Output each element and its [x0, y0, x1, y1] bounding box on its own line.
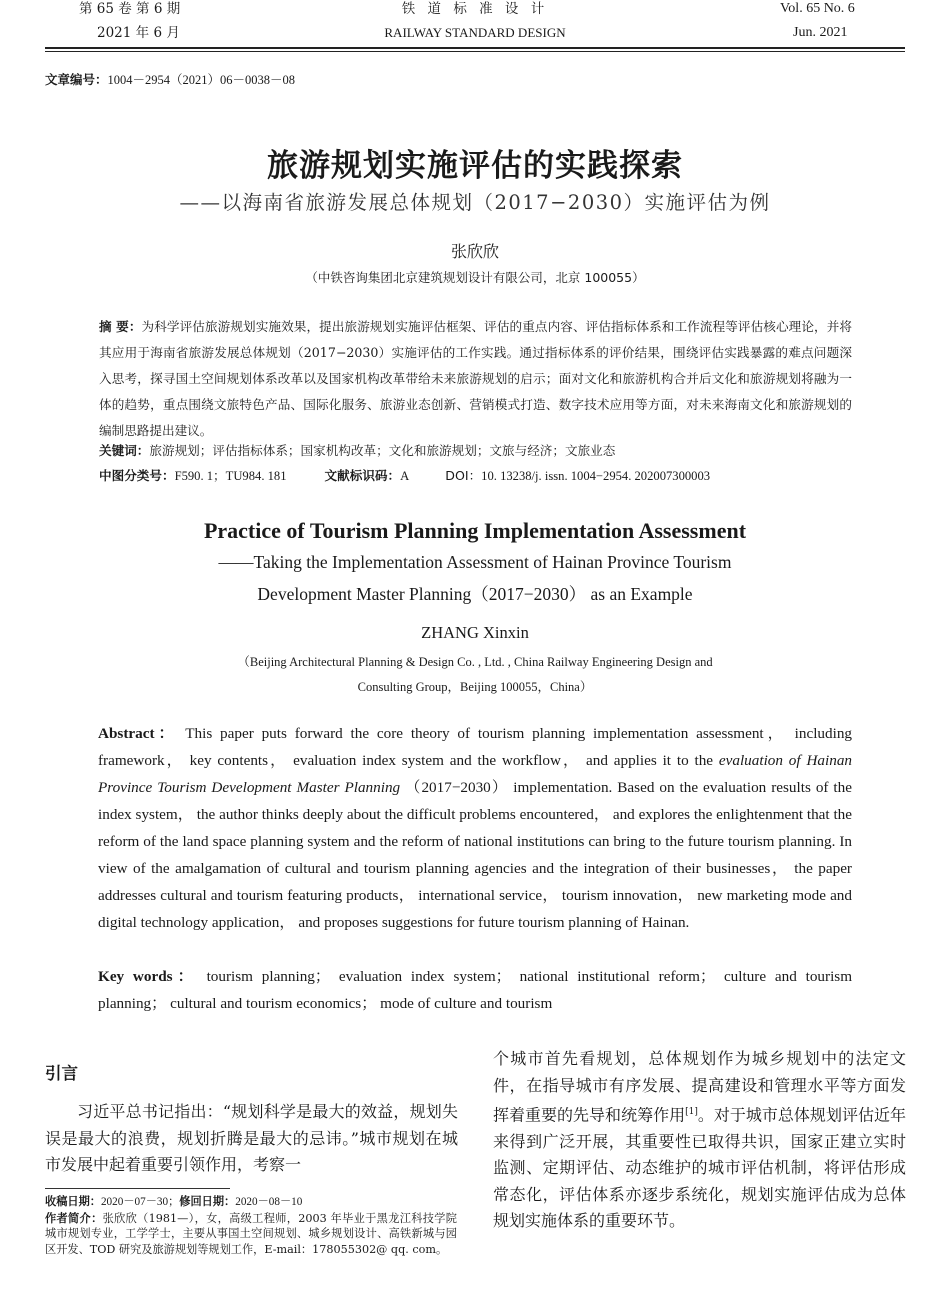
header-rule-top — [45, 47, 905, 49]
header-volume-en: Vol. 65 No. 6 — [780, 1, 855, 16]
keywords-en-text: tourism planning； evaluation index system； national institutional reform； culture and tourism planning； cultural and tourism economics； mode of culture and tourism — [98, 968, 853, 1012]
abstract-en — [98, 720, 852, 936]
clc-value: F590. 1；TU984. 181 — [174, 469, 287, 483]
doc-code-label: 文献标识码： — [324, 468, 401, 483]
revised-label: 修回日期： — [179, 1195, 236, 1208]
body-paragraph-right — [493, 1046, 906, 1235]
bio-label: 作者简介： — [45, 1211, 103, 1225]
affiliation-cn: （中铁咨询集团北京建筑规划设计有限公司，北京 100055） — [305, 270, 645, 285]
abstract-cn — [99, 314, 852, 444]
subtitle-en-line1: ——Taking the Implementation Assessment of Hainan Province Tourism — [218, 552, 732, 572]
doi-value: 10. 13238/j. issn. 1004−2954. 202007300003 — [481, 469, 711, 483]
revised-value: 2020－08－10 — [235, 1196, 303, 1208]
header-date-en: Jun. 2021 — [793, 25, 848, 40]
author-en: ZHANG Xinxin — [421, 623, 529, 642]
keywords-en — [98, 963, 852, 1017]
body-paragraph-left: 习近平总书记指出：“规划科学是最大的效益，规划失误是最大的浪费，规划折腾是最大的忌讳。”城市规划在城市发展中起着重要引领作用，考察一 — [45, 1102, 458, 1174]
subtitle-cn: ——以海南省旅游发展总体规划（2017−2030）实施评估为例 — [179, 191, 771, 214]
header-journal-cn: 铁 道 标 准 设 计 — [401, 1, 549, 17]
page-title-cn: 旅游规划实施评估的实践探索 — [267, 148, 683, 184]
received-value: 2020－07－30； — [100, 1196, 180, 1208]
abstract-cn-label: 摘 要： — [99, 319, 142, 334]
abstract-en-italic: evaluation of Hainan Province Tourism Development Master Planning — [98, 752, 853, 796]
doi-label: DOI： — [445, 468, 482, 483]
header-rule-bottom — [45, 51, 905, 52]
footnote-rule — [45, 1188, 230, 1189]
abstract-en-text-2: （2017−2030） implementation. Based on the evaluation results of the index system， the author thinks deeply about the difficult problems encountered， and explores the enlightenment that the reform of the land space planning system and the reform of national institutions can bring to the future tourism planning. In view of the amalgamation of cultural and tourism planning agencies and the integration of their businesses， the paper addresses cultural and tourism featuring products， international service， tourism innovation， new marketing mode and digital technology application， and proposes suggestions for future tourism planning of Hainan. — [98, 779, 852, 931]
footnote-dates — [45, 1194, 457, 1211]
header-date-cn: 2021 年 6 月 — [97, 25, 180, 41]
keywords-cn — [99, 440, 859, 462]
article-number-value: 1004－2954（2021）06－0038－08 — [107, 73, 296, 87]
clc-label: 中图分类号： — [99, 468, 175, 483]
bio-text: 张欣欣（1981—），女，高级工程师，2003 年毕业于黑龙江科技学院城市规划专业，工学学士，主要从事国土空间规划、城乡规划设计、高铁新城与园区开发、TOD 研究及旅游规划等规划工作，E-mail：178055302@ qq. com。 — [45, 1211, 457, 1256]
keywords-en-label: Key words： — [98, 968, 198, 985]
body-right-text-a: 个城市首先看规划，总体规划作为城乡规划中的法定文件，在指导城市有序发展、提高建设和管理水平等方面发挥着重要的先导和统筹作用 — [493, 1049, 906, 1125]
keywords-cn-label: 关键词： — [99, 443, 150, 458]
header-volume-cn: 第 65 卷 第 6 期 — [79, 1, 181, 17]
keywords-cn-text: 旅游规划；评估指标体系；国家机构改革；文化和旅游规划；文旅与经济；文旅业态 — [149, 443, 616, 458]
page-title-en: Practice of Tourism Planning Implementation Assessment — [203, 518, 747, 543]
footnote-bio — [45, 1211, 457, 1258]
author-cn: 张欣欣 — [450, 242, 499, 261]
header-journal-en: RAILWAY STANDARD DESIGN — [384, 25, 566, 40]
section-heading-intro: 引言 — [45, 1064, 78, 1083]
abstract-en-label: Abstract： — [98, 725, 178, 742]
abstract-cn-text: 为科学评估旅游规划实施效果，提出旅游规划实施评估框架、评估的重点内容、评估指标体系和工作流程等评估核心理论，并将其应用于海南省旅游发展总体规划（2017−2030）实施评估的工作实践。通过指标体系的评价结果，围绕评估实践暴露的难点问题深入思考，探寻国土空间规划体系改革以及国家机构改革带给未来旅游规划的启示；面对文化和旅游机构合并后文化和旅游规划将融为一体的趋势，重点围绕文旅特色产品、国际化服务、旅游业态创新、营销模式打造、数字技术应用等方面，对未来海南文化和旅游规划的编制思路提出建议。 — [99, 319, 852, 438]
article-number — [45, 70, 295, 88]
footnote — [45, 1194, 457, 1257]
received-label: 收稿日期： — [45, 1195, 101, 1208]
affiliation-en-line2: Consulting Group，Beijing 100055，China） — [357, 680, 593, 694]
subtitle-en-line2: Development Master Planning（2017−2030） as an Example — [257, 584, 693, 604]
body-right-text-b: 。对于城市总体规划评估近年来得到广泛开展，其重要性已取得共识，国家正建立实时监测、定期评估、动态维护的城市评估机制，将评估形成常态化，评估体系亦逐步系统化，规划实施评估成为总体规划实施体系的重要环节。 — [493, 1105, 906, 1231]
abstract-en-text-1: This paper puts forward the core theory of tourism planning implementation assessment， including framework， key contents， evaluation index system and the workflow， and applies it to the — [98, 725, 853, 769]
article-number-label: 文章编号： — [45, 72, 108, 87]
affiliation-en-line1: （Beijing Architectural Planning & Design Co. , Ltd. , China Railway Engineering Design and — [237, 655, 713, 669]
citation-ref: [1] — [685, 1107, 698, 1117]
doc-code-value: A — [400, 469, 410, 483]
classification-line — [99, 465, 859, 487]
